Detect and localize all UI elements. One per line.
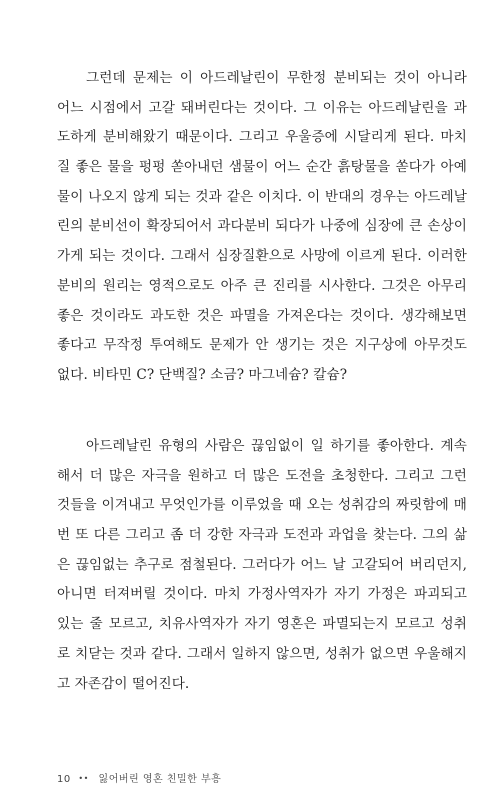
page-footer xyxy=(57,770,221,785)
text-line: 고 자존감이 떨어진다. xyxy=(57,675,190,692)
page-number: 10 xyxy=(57,774,71,785)
text-line: 것들을 이겨내고 무엇인가를 이루었을 때 오는 성취감의 짜릿함에 매 xyxy=(57,497,467,514)
text-line: 어느 시점에서 고갈 돼버린다는 것이다. 그 이유는 아드레날린을 과 xyxy=(57,99,467,116)
text-line: 은 끊임없는 추구로 점철된다. 그러다가 어느 날 고갈되어 버리던지, xyxy=(57,556,467,573)
text-line: 도하게 분비해왔기 때문이다. 그리고 우울증에 시달리게 된다. 마치 xyxy=(57,129,467,146)
footer-separator: •• xyxy=(78,774,89,783)
text-line: 질 좋은 물을 펑펑 쏟아내던 샘물이 어느 순간 흙탕물을 쏟다가 아예 xyxy=(57,159,467,176)
text-line: 없다. 비타민 C? 단백질? 소금? 마그네슘? 칼슘? xyxy=(57,366,348,383)
book-title: 잃어버린 영혼 친밀한 부흥 xyxy=(98,774,222,785)
text-line: 좋다고 무작정 투여해도 문제가 안 생기는 것은 지구상에 아무것도 xyxy=(57,337,467,354)
paragraph-1 xyxy=(57,64,467,391)
text-line: 린의 분비선이 확장되어서 과다분비 되다가 나중에 심장에 큰 손상이 xyxy=(57,218,467,235)
text-line: 번 또 다른 그리고 좀 더 강한 자극과 도전과 과업을 찾는다. 그의 삶 xyxy=(57,527,467,544)
text-line: 그런데 문제는 이 아드레날린이 무한정 분비되는 것이 아니라 xyxy=(86,70,467,86)
text-line: 좋은 것이라도 과도한 것은 파멸을 가져온다는 것이다. 생각해보면 xyxy=(57,307,467,324)
text-line: 해서 더 많은 자극을 원하고 더 많은 도전을 초청한다. 그리고 그런 xyxy=(57,467,467,484)
text-line: 가게 되는 것이다. 그래서 심장질환으로 사망에 이르게 된다. 이러한 xyxy=(57,248,467,265)
text-line: 물이 나오지 않게 되는 것과 같은 이치다. 이 반대의 경우는 아드레날 xyxy=(57,188,467,205)
paragraph-2 xyxy=(57,432,467,699)
text-line: 분비의 원리는 영적으로도 아주 큰 진리를 시사한다. 그것은 아무리 xyxy=(57,277,467,294)
text-line: 로 치닫는 것과 같다. 그래서 일하지 않으면, 성취가 없으면 우울해지 xyxy=(57,645,467,662)
text-line: 아니면 터져버릴 것이다. 마치 가정사역자가 자기 가정은 파괴되고 xyxy=(57,586,467,603)
text-line: 아드레날린 유형의 사람은 끊임없이 일 하기를 좋아한다. 계속 xyxy=(86,438,467,454)
text-line: 있는 줄 모르고, 치유사역자가 자기 영혼은 파멸되는지 모르고 성취 xyxy=(57,616,467,633)
